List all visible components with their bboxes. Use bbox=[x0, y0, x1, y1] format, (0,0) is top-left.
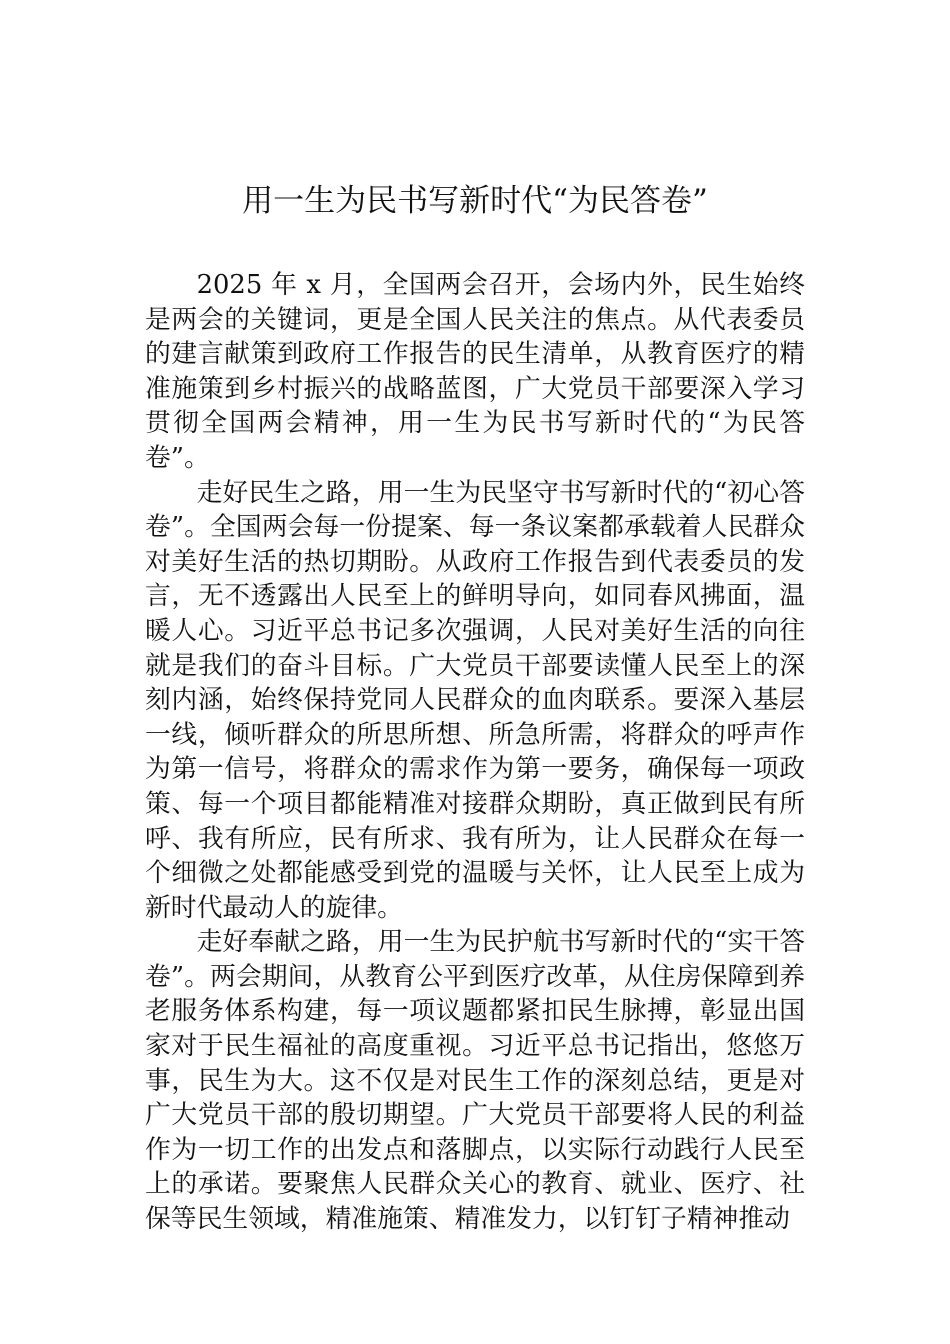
paragraph-initial-heart: 走好民生之路，用一生为民坚守书写新时代的“初心答卷”。全国两会每一份提案、每一条议案都承载着人民群众对美好生活的热切期盼。从政府工作报告到代表委员的发言，无不透露出人民至上的鲜明导向，如同春风拂面，温暖人心。习近平总书记多次强调，人民对美好生活的向往就是我们的奋斗目标。广大党员干部要读懂人民至上的深刻内涵，始终保持党同人民群众的血肉联系。要深入基层一线，倾听群众的所思所想、所急所需，将群众的呼声作为第一信号，将群众的需求作为第一要务，确保每一项政策、每一个项目都能精准对接群众期盼，真正做到民有所呼、我有所应，民有所求、我有所为，让人民群众在每一个细微之处都能感受到党的温暖与关怀，让人民至上成为新时代最动人的旋律。 bbox=[145, 477, 805, 923]
document-title: 用一生为民书写新时代“为民答卷” bbox=[242, 183, 708, 219]
paragraph-intro: 2025 年 x 月，全国两会召开，会场内外，民生始终是两会的关键词，更是全国人民关注的焦点。从代表委员的建言献策到政府工作报告的民生清单，从教育医疗的精准施策到乡村振兴的战略蓝图，广大党员干部要深入学习贯彻全国两会精神，用一生为民书写新时代的“为民答卷”。 bbox=[145, 270, 805, 473]
document-body bbox=[145, 268, 805, 1237]
paragraph-practical-work: 走好奉献之路，用一生为民护航书写新时代的“实干答卷”。两会期间，从教育公平到医疗改革，从住房保障到养老服务体系构建，每一项议题都紧扣民生脉搏，彰显出国家对于民生福祉的高度重视。习近平总书记指出，悠悠万事，民生为大。这不仅是对民生工作的深刻总结，更是对广大党员干部的殷切期望。广大党员干部要将人民的利益作为一切工作的出发点和落脚点，以实际行动践行人民至上的承诺。要聚焦人民群众关心的教育、就业、医疗、社保等民生领域，精准施策、精准发力，以钉钉子精神推动 bbox=[145, 927, 805, 1235]
